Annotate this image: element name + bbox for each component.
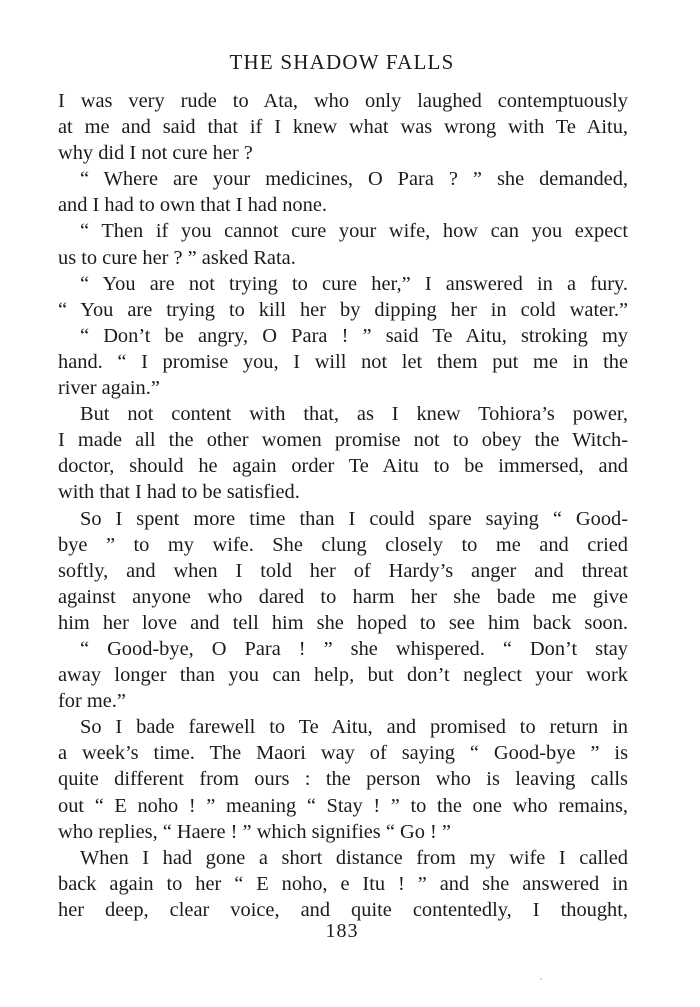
text-line: why did I not cure her ? xyxy=(58,142,253,165)
text-line: doctor, should he again order Te Aitu to be immersed, and xyxy=(58,455,628,478)
text-line: So I bade farewell to Te Aitu, and promised to return in xyxy=(80,716,628,739)
text-line: who replies, “ Haere ! ” which signifies “ Go ! ” xyxy=(58,820,451,843)
text-line: at me and said that if I knew what was wrong with Te Aitu, xyxy=(58,116,628,139)
text-line: against anyone who dared to harm her she bade me give xyxy=(58,585,628,608)
text-line: him her love and tell him she hoped to see him back soon. xyxy=(58,611,628,634)
text-line: hand. “ I promise you, I will not let them put me in the xyxy=(58,350,628,373)
text-line: “ Then if you cannot cure your wife, how can you expect xyxy=(80,220,628,243)
text-line: us to cure her ? ” asked Rata. xyxy=(58,246,296,269)
running-head: THE SHADOW FALLS xyxy=(229,50,455,74)
text-line: I was very rude to Ata, who only laughed contemptuously xyxy=(58,90,628,112)
text-line: “ You are not trying to cure her,” I answered in a fury. xyxy=(80,272,628,295)
text-line: quite different from ours : the person who is leaving calls xyxy=(58,768,628,791)
text-line: But not content with that, as I knew Tohiora’s power, xyxy=(80,403,628,426)
text-line: bye ” to my wife. She clung closely to me and cried xyxy=(58,533,628,556)
text-line: out “ E noho ! ” meaning “ Stay ! ” to the one who remains, xyxy=(58,794,628,817)
text-line: When I had gone a short distance from my wife I called xyxy=(80,846,628,869)
text-line: back again to her “ E noho, e Itu ! ” and she answered in xyxy=(58,872,628,895)
text-line: softly, and when I told her of Hardy’s anger and threat xyxy=(58,559,628,582)
body-text xyxy=(58,88,628,923)
text-line: “ Good-bye, O Para ! ” she whispered. “ Don’t stay xyxy=(80,637,628,660)
text-line: and I had to own that I had none. xyxy=(58,194,327,217)
text-line: I made all the other women promise not to obey the Witch- xyxy=(58,429,628,452)
text-line: for me.” xyxy=(58,690,126,713)
text-line: river again.” xyxy=(58,377,160,400)
text-line: with that I had to be satisfied. xyxy=(58,481,300,504)
paper-speck xyxy=(540,978,542,980)
text-line: away longer than you can help, but don’t neglect your work xyxy=(58,664,628,687)
page-number: 183 xyxy=(325,920,359,942)
text-line: “ You are trying to kill her by dipping her in cold water.” xyxy=(58,298,628,321)
text-line: “ Where are your medicines, O Para ? ” she demanded, xyxy=(80,168,628,191)
text-line: So I spent more time than I could spare saying “ Good- xyxy=(80,507,628,530)
text-line: her deep, clear voice, and quite contentedly, I thought, xyxy=(58,898,628,921)
text-line: “ Don’t be angry, O Para ! ” said Te Aitu, stroking my xyxy=(80,324,628,347)
text-line: a week’s time. The Maori way of saying “ Good-bye ” is xyxy=(58,742,628,765)
